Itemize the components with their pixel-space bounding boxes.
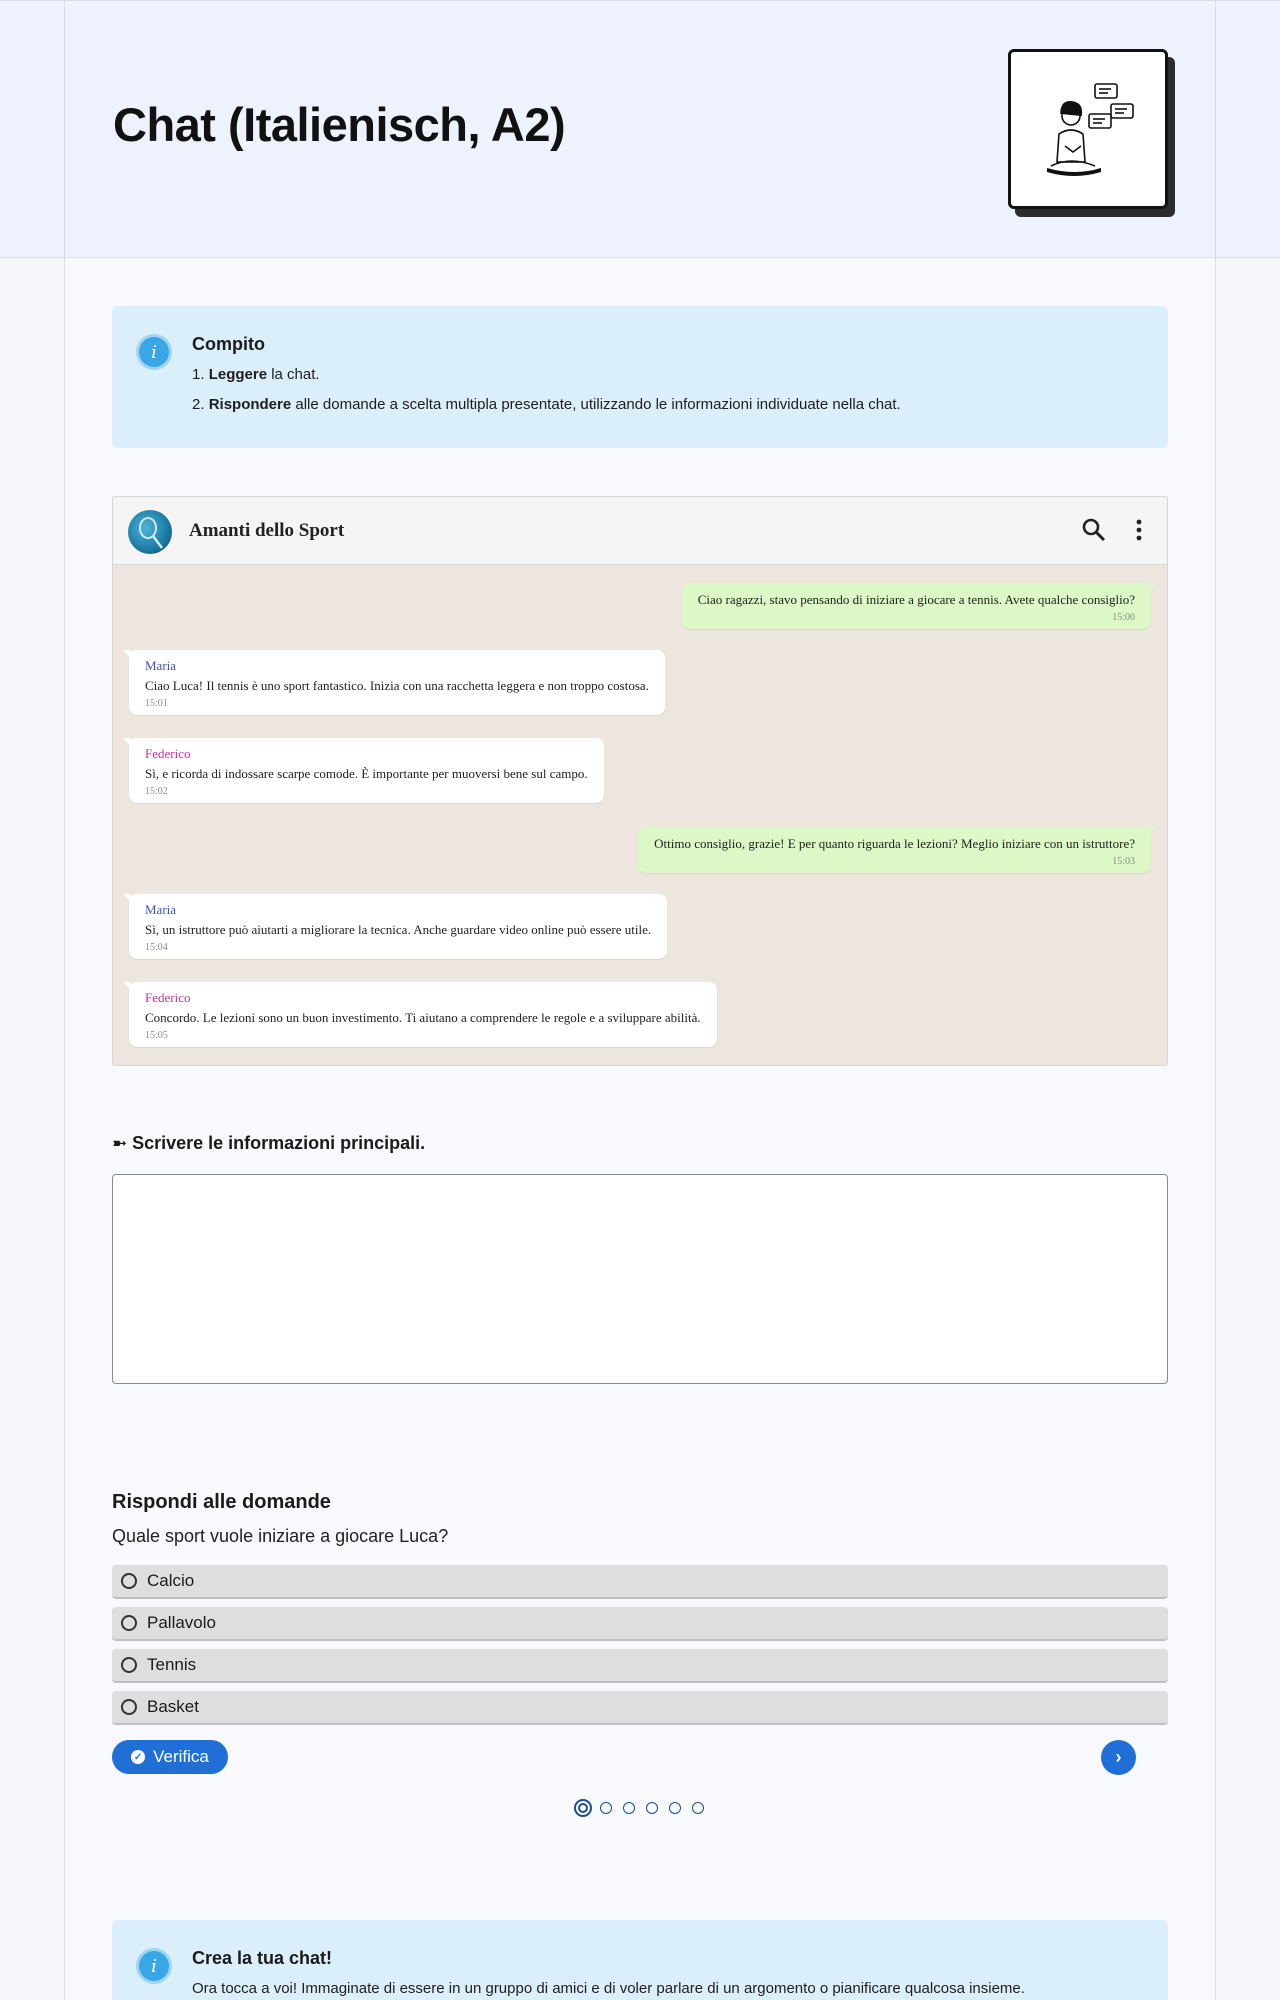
chat-window [112, 496, 1168, 1066]
message-text: Ciao ragazzi, stavo pensando di iniziare a giocare a tennis. Avete qualche consiglio? [697, 592, 1135, 607]
more-options-icon[interactable] [1131, 517, 1147, 543]
radio-button[interactable] [121, 1615, 137, 1631]
task-step-2-verb: Rispondere [208, 396, 292, 413]
message-sender: Maria [145, 902, 177, 917]
task-step-1-number: 1. [192, 366, 205, 383]
hero-banner [0, 0, 1280, 258]
chat-message [129, 894, 667, 959]
verify-button[interactable] [112, 1740, 228, 1774]
chat-message [129, 650, 665, 715]
radio-button[interactable] [121, 1699, 137, 1715]
option-label: Tennis [147, 1655, 197, 1674]
chat-message [638, 827, 1151, 873]
pager-dot-6[interactable] [692, 1802, 704, 1814]
message-time: 15:03 [1112, 856, 1135, 867]
task-step-1-text: la chat. [267, 366, 320, 383]
quiz-option-pallavolo[interactable] [112, 1607, 1168, 1641]
chat-message [682, 583, 1151, 629]
task-box [112, 306, 1168, 448]
info-icon: i [136, 1948, 172, 1984]
message-sender: Federico [145, 990, 191, 1005]
message-text: Concordo. Le lezioni sono un buon investimento. Ti aiutano a comprendere le regole e a sviluppare abilità. [145, 1010, 701, 1025]
task-title: Compito [192, 334, 265, 354]
chat-message [129, 982, 717, 1047]
message-time: 15:02 [145, 786, 168, 797]
search-icon[interactable] [1081, 517, 1107, 543]
notes-prompt: ➼ Scrivere le informazioni principali. [112, 1133, 426, 1153]
option-label: Calcio [147, 1571, 195, 1590]
message-time: 15:00 [1112, 612, 1135, 623]
radio-button[interactable] [121, 1657, 137, 1673]
message-time: 15:01 [145, 698, 168, 709]
option-label: Pallavolo [147, 1613, 216, 1632]
quiz-option-basket[interactable] [112, 1691, 1168, 1725]
message-text: Sì, un istruttore può aiutarti a migliorare la tecnica. Anche guardare video online può essere utile. [145, 922, 652, 937]
quiz-title: Rispondi alle domande [112, 1491, 331, 1513]
radio-button[interactable] [121, 1573, 137, 1589]
task-step-1 [192, 366, 320, 383]
person-chatting-icon [1033, 74, 1143, 184]
pager-dot-5[interactable] [669, 1802, 681, 1814]
question-pager [574, 1799, 715, 1817]
pager-dot-1[interactable] [574, 1799, 592, 1817]
quiz-option-calcio[interactable] [112, 1565, 1168, 1599]
notes-textarea[interactable] [112, 1174, 1168, 1384]
verify-label: Verifica [153, 1747, 209, 1766]
chevron-right-icon: › [1115, 1747, 1122, 1767]
message-time: 15:04 [145, 942, 168, 953]
pager-dot-2[interactable] [600, 1802, 612, 1814]
pager-dot-3[interactable] [623, 1802, 635, 1814]
task-step-2-text: alle domande a scelta multipla presentate, utilizzando le informazioni individuate nella chat. [291, 396, 901, 413]
task-step-2-number: 2. [192, 396, 205, 413]
chat-header [113, 497, 1167, 565]
option-label: Basket [147, 1697, 199, 1716]
pager-dot-4[interactable] [646, 1802, 658, 1814]
chat-group-name: Amanti dello Sport [189, 520, 345, 541]
check-circle-icon: ✓ [131, 1750, 145, 1764]
message-time: 15:05 [145, 1030, 168, 1041]
quiz-question: Quale sport vuole iniziare a giocare Luca? [112, 1526, 449, 1546]
create-chat-box [112, 1920, 1168, 2000]
chat-illustration [1008, 49, 1168, 209]
next-question-button[interactable] [1101, 1740, 1136, 1775]
create-title: Crea la tua chat! [192, 1948, 333, 1968]
task-step-1-verb: Leggere [208, 366, 268, 383]
message-text: Ottimo consiglio, grazie! E per quanto riguarda le lezioni? Meglio iniziare con un istruttore? [654, 836, 1135, 851]
group-avatar[interactable] [128, 510, 172, 554]
tennis-racket-icon [128, 510, 172, 554]
message-text: Sì, e ricorda di indossare scarpe comode. È importante per muoversi bene sul campo. [145, 766, 588, 781]
create-text: Ora tocca a voi! Immaginate di essere in un gruppo di amici e di voler parlare di un argomento o pianificare qualcosa insieme. [192, 1980, 1025, 1997]
message-text: Ciao Luca! Il tennis è uno sport fantastico. Inizia con una racchetta leggera e non troppo costosa. [145, 678, 649, 693]
page-title: Chat (Italienisch, A2) [113, 98, 566, 151]
info-icon: i [136, 334, 172, 370]
hero-inner [64, 1, 1216, 258]
message-sender: Maria [145, 658, 177, 673]
quiz-option-tennis[interactable] [112, 1649, 1168, 1683]
task-step-2 [192, 396, 901, 413]
chat-message [129, 738, 604, 803]
message-sender: Federico [145, 746, 191, 761]
